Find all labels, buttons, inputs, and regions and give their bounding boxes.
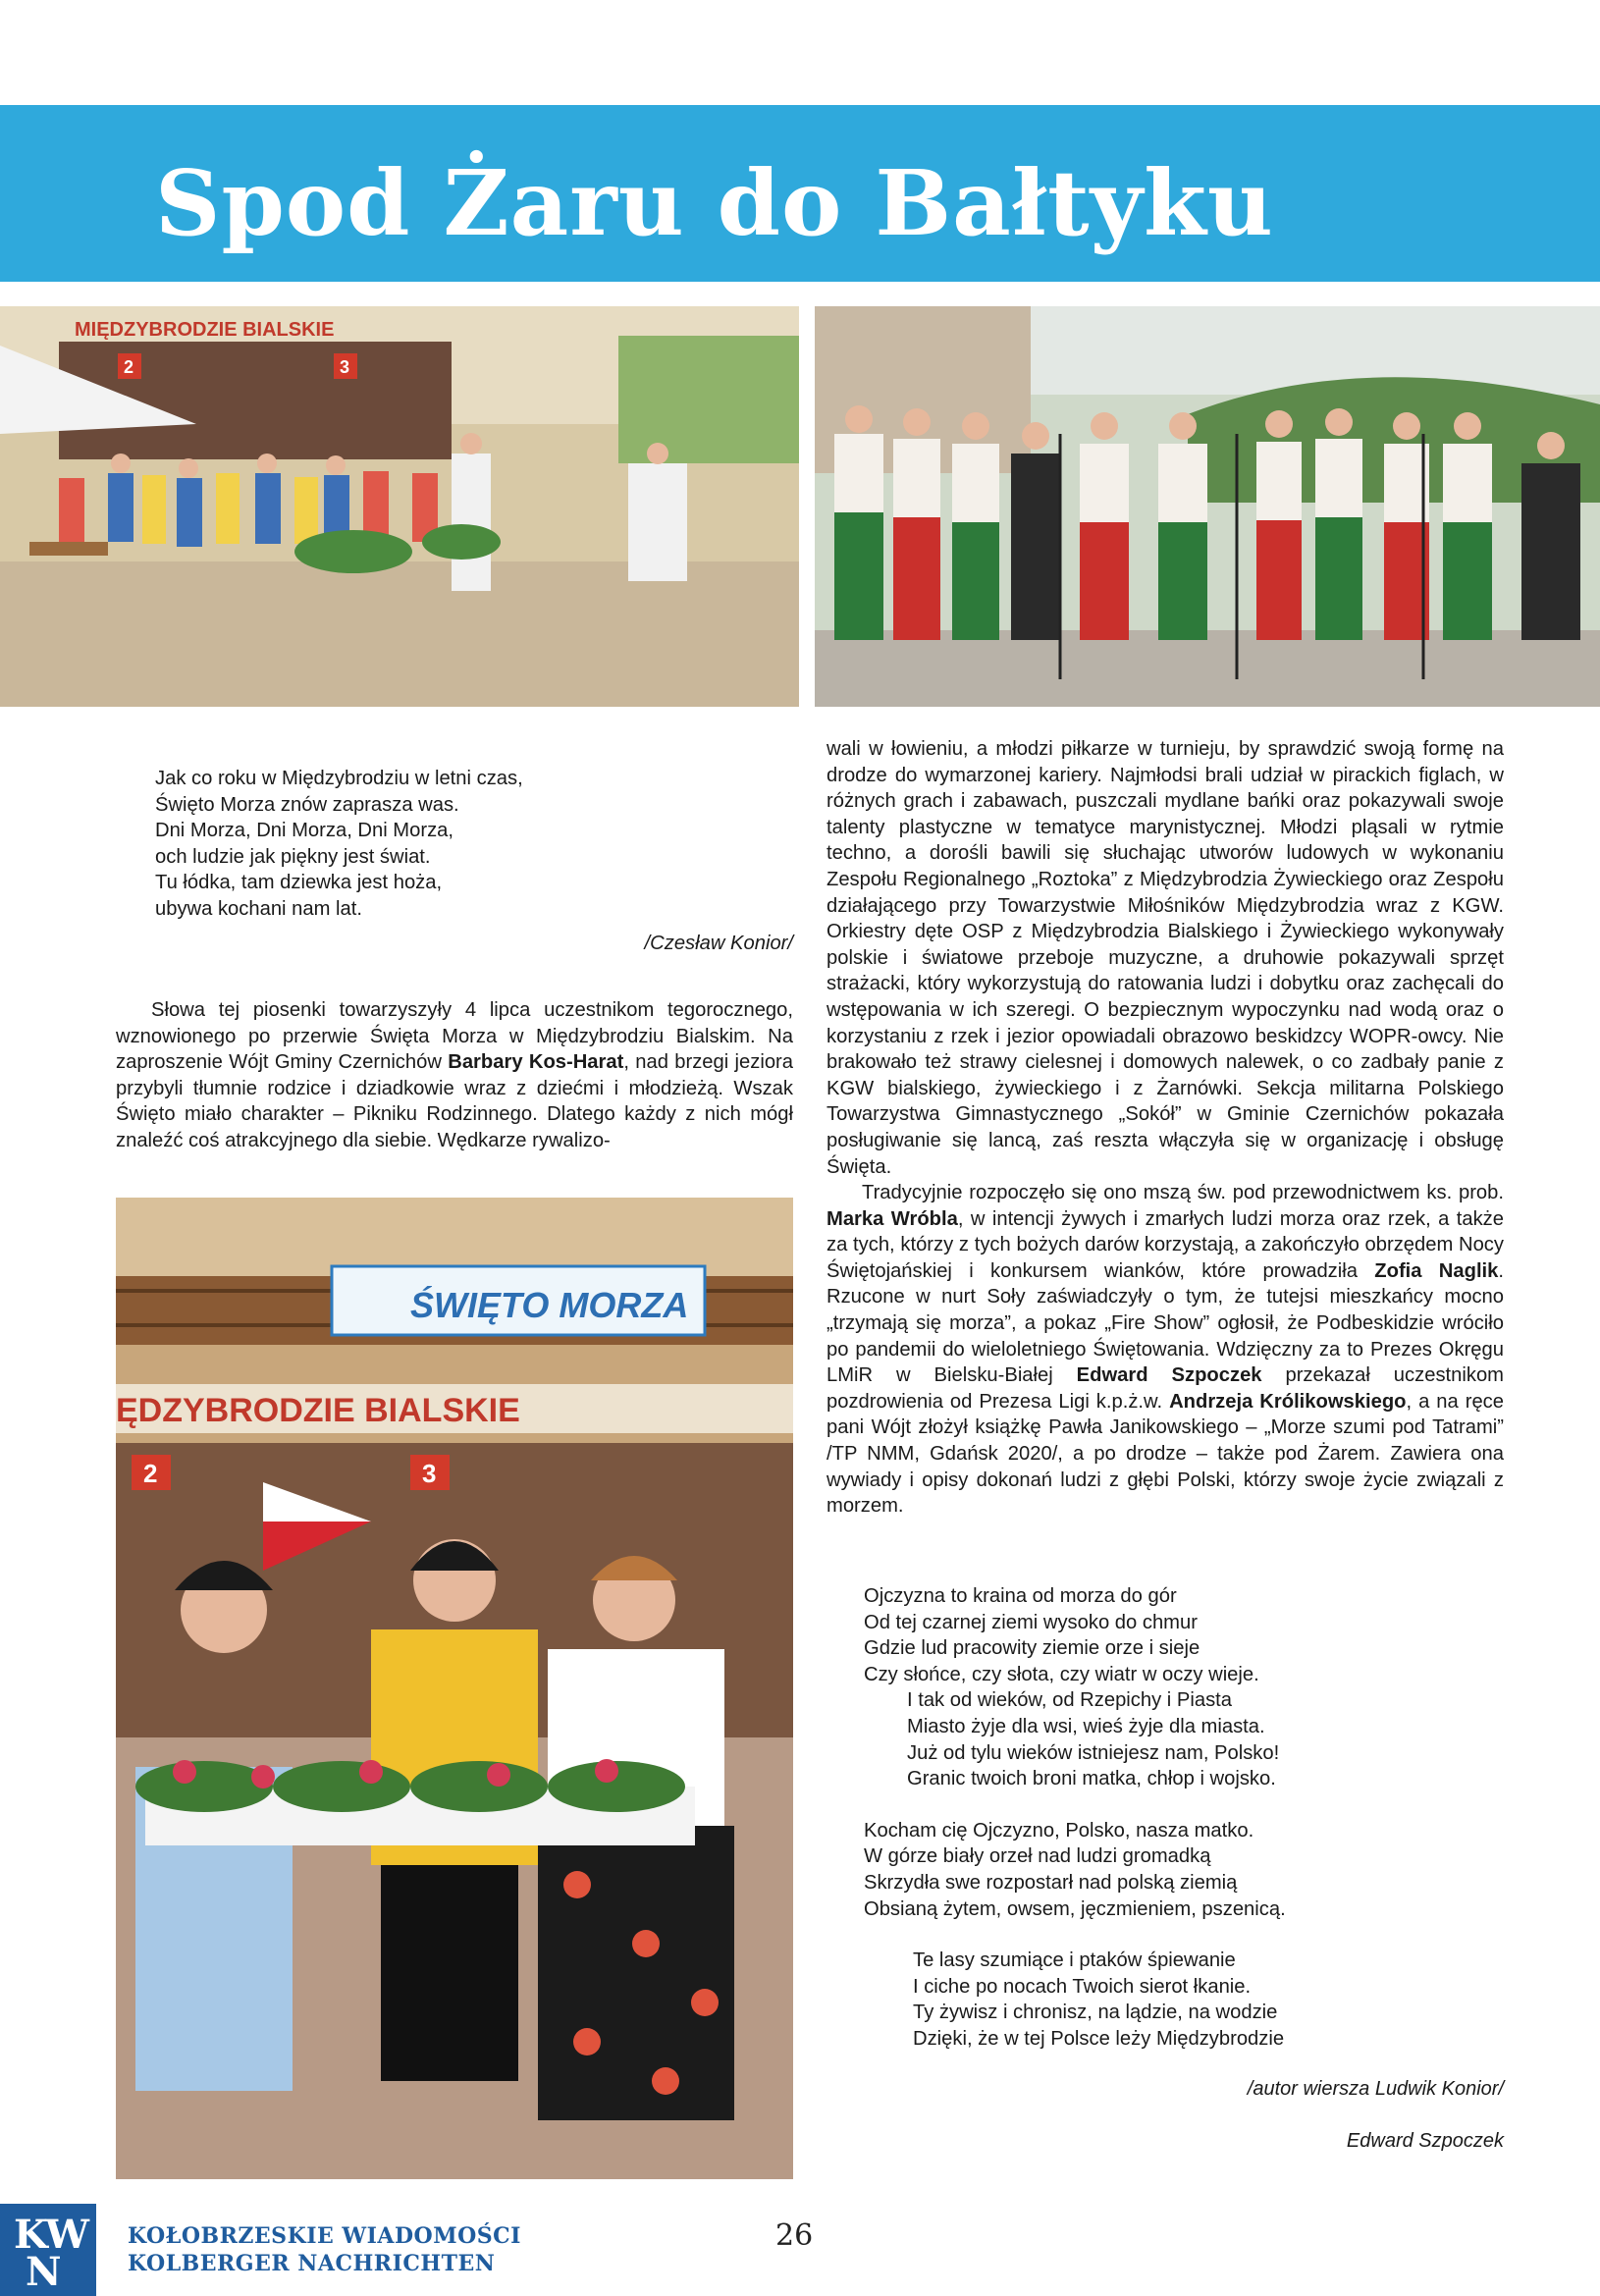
page-title: Spod Żaru do Bałtyku bbox=[155, 150, 1274, 256]
text-run: przekazał uczestnikom pozdrowienia od Prezesa Ligi k.p.ż.w. bbox=[827, 1364, 1504, 1413]
poem-line: Już od tylu wieków istniejesz nam, Polsko! bbox=[907, 1741, 1280, 1764]
logo-letter: N bbox=[26, 2249, 62, 2295]
person-name: Edward Szpoczek bbox=[1076, 1364, 1262, 1387]
poem-line: Ojczyzna to kraina od morza do gór bbox=[864, 1585, 1177, 1607]
person-name: Zofia Naglik bbox=[1374, 1259, 1499, 1282]
poem-author: /Czesław Konior/ bbox=[644, 932, 793, 954]
poem-line: Dni Morza, Dni Morza, Dni Morza, bbox=[155, 820, 454, 842]
text-run: . Rzucone w nurt Soły zaświadczyły o tym, że tutejsi mieszkańcy mocno „trzymają się morza”, a pokaz „Fire Show” ogłosił, że Podbeskidzie wróciło po pandemii do wieloletniego Świętowania. Wdzięczny za to Prezes Okręgu LMiR w Bielsku-Białej bbox=[827, 1259, 1505, 1387]
article-paragraph bbox=[116, 997, 793, 1154]
photo-group-firehouse bbox=[0, 306, 799, 707]
photo-sign-text: MIĘDZYBRODZIE BIALSKIE bbox=[75, 319, 335, 341]
photo-three-women bbox=[116, 1198, 793, 2179]
poem-stanza bbox=[864, 1583, 1502, 1792]
title-banner bbox=[0, 105, 1600, 282]
poem-stanza bbox=[864, 1948, 1502, 2052]
article-author: Edward Szpoczek bbox=[1346, 2130, 1504, 2152]
poem-line: I ciche po nocach Twoich sierot łkanie. bbox=[913, 1975, 1252, 1998]
article-paragraph bbox=[827, 1180, 1504, 1520]
photo-folk-singers bbox=[815, 306, 1600, 707]
photo-garage-2: 2 bbox=[143, 1459, 158, 1488]
poem-line: Czy słońce, czy słota, czy wiatr w oczy wieje. bbox=[864, 1663, 1259, 1685]
photo-garage-3: 3 bbox=[422, 1459, 437, 1488]
poem-line: Święto Morza znów zaprasza was. bbox=[155, 793, 459, 816]
person-name: Barbary Kos-Harat bbox=[448, 1051, 624, 1074]
poem-line: Te lasy szumiące i ptaków śpiewanie bbox=[913, 1949, 1236, 1972]
poem-line: Obsianą żytem, owsem, jęczmieniem, pszenicą. bbox=[864, 1897, 1286, 1920]
article-column-left bbox=[116, 997, 793, 1154]
poem-line: Gdzie lud pracowity ziemie orze i sieje bbox=[864, 1637, 1200, 1660]
poem-line: Skrzydła swe rozpostarł nad polską ziemią bbox=[864, 1871, 1238, 1894]
poem-line: Kocham cię Ojczyzno, Polsko, nasza matko. bbox=[864, 1819, 1254, 1842]
poem-line: ubywa kochani nam lat. bbox=[155, 897, 362, 920]
text-run: , nad brzegi jeziora przybyli tłumnie rodzice i dziadkowie wraz z dziećmi i młodzieżą. Wszak Święto miało charakter – Pikniku Rodzinnego. Dlatego każdy z nich mógł znaleźć coś atrakcyjnego dla siebie. Wędkarze rywalizo- bbox=[116, 1051, 794, 1151]
poem-line: Tu łódka, tam dziewka jest hoża, bbox=[155, 872, 443, 894]
article-paragraph: wali w łowieniu, a młodzi piłkarze w turnieju, by sprawdzić swoją formę na drodze do wymarzonej kariery. Najmłodsi brali udział w pirackich figlach, w różnych grach i zabawach, puszczali mydlane bańki oraz pokazywali swoje talenty plastyczne w tematyce marynistycznej. Młodzi pląsali w rytmie techno, a dorośli bawili się słuchając utworów ludowych w wykonaniu Zespołu Regionalnego „Roztoka” z Międzybrodzia Żywieckiego oraz Zespołu działającego przy Towarzystwie Miłośników Międzybrodzia wraz z KGW. Orkiestry dęte OSP z Międzybrodzia Bialskiego i Żywieckiego wykonywały polskie i światowe przeboje muzyczne, a druhowie pokazywali sprzęt strażacki, który wykorzystują do ratowania ludzi i dobytku oraz zachęcali do wstępowania w ich szeregi. O bezpiecznym wypoczynku nad wodą oraz o korzystaniu z rzek i jezior opowiadali obrazowo beskidzcy WOPR-owcy. Nie brakowało też strawy cielesnej i domowych nalewek, o co zadbały panie z KGW bialskiego, żywieckiego i z Żarnówki. Sekcja militarna Polskiego Towarzystwa Gimnastycznego „Sokół” w Gminie Czernichów pokazała posługiwanie się lancą, zaś reszta włączyła się w organizację i obsługę Święta. bbox=[827, 738, 1504, 1178]
photo-sign-text: ĘDZYBRODZIE BIALSKIE bbox=[116, 1392, 520, 1429]
opening-poem bbox=[155, 766, 793, 956]
poem-author: /autor wiersza Ludwik Konior/ bbox=[1247, 2078, 1504, 2100]
poem-line: I tak od wieków, od Rzepichy i Piasta bbox=[907, 1689, 1233, 1712]
text-run: Słowa tej piosenki towarzyszyły 4 lipca uczestnikom tegorocznego, wznowionego po przerwie Święta Morza w Międzybrodziu Bialskim. Na zaproszenie Wójt Gminy Czernichów bbox=[116, 999, 793, 1074]
text-run: , a na ręce pani Wójt złożył książkę Pawła Janikowskiego – „Morze szumi pod Tatrami” /TP NMM, Gdańsk 2020/, a po drodze – także pod Żarem. Zawiera ona wywiady i opisy dokonań ludzi z głębi Polski, którzy swoje życie związali z morzem. bbox=[827, 1390, 1504, 1518]
banner-text: ŚWIĘTO MORZA bbox=[410, 1285, 689, 1325]
magazine-name-polish: KOŁOBRZESKIE WIADOMOŚCI bbox=[128, 2223, 521, 2249]
person-name: Andrzeja Królikowskiego bbox=[1169, 1390, 1407, 1413]
article-column-right bbox=[827, 736, 1504, 1520]
poem-line: Od tej czarnej ziemi wysoko do chmur bbox=[864, 1611, 1198, 1633]
photo-garage-2: 2 bbox=[124, 357, 134, 377]
poem-line: Ty żywisz i chronisz, na lądzie, na wodzie bbox=[913, 2002, 1278, 2024]
logo-letter: W bbox=[45, 2212, 89, 2258]
poem-line: Dzięki, że w tej Polsce leży Międzybrodzie bbox=[913, 2027, 1285, 2050]
logo-letter: K bbox=[14, 2212, 48, 2258]
magazine-name bbox=[128, 2222, 521, 2277]
poem-line: W górze biały orzeł nad ludzi gromadką bbox=[864, 1845, 1211, 1868]
poem-line: Granic twoich broni matka, chłop i wojsko. bbox=[907, 1768, 1276, 1790]
magazine-name-german: KOLBERGER NACHRICHTEN bbox=[128, 2251, 496, 2276]
poem-line: Miasto żyje dla wsi, wieś żyje dla miasta. bbox=[907, 1715, 1265, 1737]
page-number: 26 bbox=[775, 2218, 814, 2253]
closing-poem bbox=[864, 1583, 1502, 2078]
poem-stanza bbox=[864, 1818, 1502, 1922]
person-name: Marka Wróbla bbox=[827, 1207, 958, 1230]
poem-line: och ludzie jak piękny jest świat. bbox=[155, 845, 431, 868]
poem-line: Jak co roku w Międzybrodziu w letni czas, bbox=[155, 768, 523, 789]
text-run: Tradycyjnie rozpoczęło się ono mszą św. pod przewodnictwem ks. prob. bbox=[862, 1182, 1504, 1204]
photo-garage-3: 3 bbox=[340, 357, 350, 377]
text-run: , w intencji żywych i zmarłych ludzi morza oraz rzek, a także za tych, którzy z tych bożych darów korzystają, a zakończyło obrzędem Nocy Świętojańskiej i konkursem wianków, które prowadziła bbox=[827, 1207, 1504, 1282]
magazine-logo bbox=[0, 2204, 96, 2296]
